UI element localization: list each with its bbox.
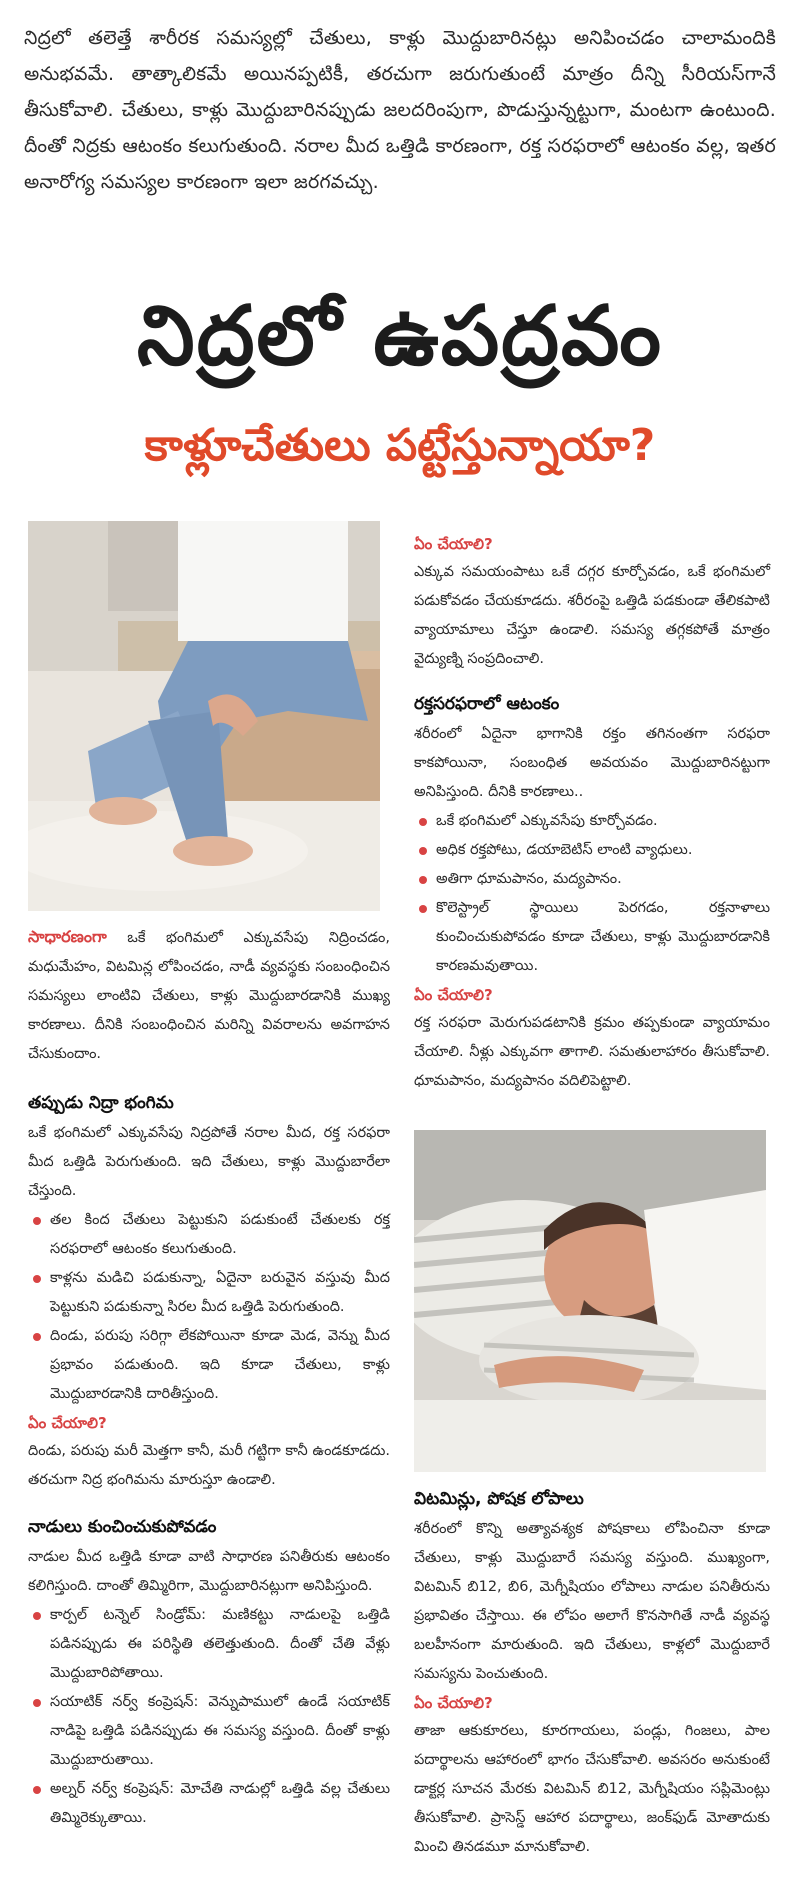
bullet-dot-icon xyxy=(33,1612,41,1620)
list-item xyxy=(414,836,770,865)
lead-text: ఒకే భంగిమలో ఎక్కువసేపు నిద్రించడం, మధుమేహం, విటమిన్ల లోపించడం, నాడీ వ్యవస్థకు సంబంధించిన సమస్యలు లాంటివి చేతులు, కాళ్లు మొద్దుబారడానికి ముఖ్య కారణాలు. దీనికి సంబంధించిన మరిన్ని వివరాలను అవగాహన చేసుకుందాం. xyxy=(28,930,390,1062)
bullet-dot-icon xyxy=(33,1333,41,1341)
list-item xyxy=(414,894,770,981)
list-item xyxy=(28,1688,390,1775)
list-item xyxy=(414,865,770,894)
list-item-text: దిండు, పరుపు సరిగ్గా లేకపోయినా కూడా మెడ, వెన్ను మీద ప్రభావం పడుతుంది. ఇది కూడా చేతులు, కాళ్లు మొద్దుబారడానికి దారితీస్తుంది. xyxy=(50,1328,390,1402)
section-text-blood-supply: శరీరంలో ఏదైనా భాగానికి రక్తం తగినంతగా సరఫరా కాకపోయినా, సంబంధిత అవయవం మొద్దుబారినట్టుగా అనిపిస్తుంది. దీనికి కారణాలు.. xyxy=(414,726,770,800)
bullet-dot-icon xyxy=(419,905,427,913)
list-item-text: అతిగా ధూమపానం, మద్యపానం. xyxy=(436,871,622,887)
list-item-text: అల్నర్ నర్వ్ కంప్రెషన్: మోచేతి నాడుల్లో ఒత్తిడి వల్ల చేతులు తిమ్మిరెక్కుతాయి. xyxy=(50,1781,390,1826)
list-item-text: ఒకే భంగిమలో ఎక్కువసేపు కూర్చోవడం. xyxy=(436,813,658,829)
section-text-vitamins: శరీరంలో కొన్ని అత్యావశ్యక పోషకాలు లోపించినా కూడా చేతులు, కాళ్లు మొద్దుబారే సమస్య వస్తుంది. ముఖ్యంగా, విటమిన్ బి12, బి6, మెగ్నీషియం లోపాలు నాడుల పనితీరును ప్రభావితం చేస్తాయి. ఈ లోపం అలాగే కొనసాగితే నాడీ వ్యవస్థ బలహీనంగా మారుతుంది. ఇది చేతులు, కాళ్లలో మొద్దుబారే సమస్యను పెంచుతుంది. xyxy=(414,1521,770,1682)
list-item-text: కొలెస్ట్రాల్ స్థాయిలు పెరగడం, రక్తనాళాలు కుంచించుకుపోవడం కూడా చేతులు, కాళ్లు మొద్దుబారడానికి కారణమవుతాయి. xyxy=(436,900,770,974)
bullet-dot-icon xyxy=(33,1786,41,1794)
list-item xyxy=(414,807,770,836)
what-to-do-label: ఏం చేయాలి? xyxy=(414,986,493,1004)
what-to-do-label: ఏం చేయాలి? xyxy=(414,1694,493,1712)
bullet-list-nerve-compression xyxy=(28,1601,390,1833)
bullet-list-blood-supply xyxy=(414,807,770,981)
what-to-do-label: ఏం చేయాలి? xyxy=(414,535,493,553)
list-item xyxy=(28,1775,390,1833)
list-item xyxy=(28,1322,390,1409)
section-text-nerve-compression: నాడుల మీద ఒత్తిడి కూడా వాటి సాధారణ పనితీరుకు ఆటంకం కలిగిస్తుంది. దాంతో తిమ్మిరిగా, మొద్దుబారినట్లుగా అనిపిస్తుంది. xyxy=(28,1549,390,1594)
section-title-nerve-compression: నాడులు కుంచించుకుపోవడం xyxy=(28,1517,217,1537)
subheadline: కాళ్లూచేతులు పట్టేస్తున్నాయా? xyxy=(144,420,656,471)
headline: నిద్రలో ఉపద్రవం xyxy=(137,289,663,384)
list-item-text: సయాటిక్ నర్వ్ కంప్రెషన్: వెన్నుపాములో ఉండే సయాటిక్ నాడిపై ఒత్తిడి పడినప్పుడు ఈ సమస్య వస్తుంది. దీంతో కాళ్లు మొద్దుబారుతాయి. xyxy=(50,1694,390,1768)
list-item-text: అధిక రక్తపోటు, డయాబెటిస్ లాంటి వ్యాధులు. xyxy=(436,842,693,858)
lead-paragraph xyxy=(28,922,390,1069)
list-item-text: కార్పల్ టన్నెల్ సిండ్రోమ్: మణికట్టు నాడులపై ఒత్తిడి పడినప్పుడు ఈ పరిస్థితి తలెత్తుతుంది. దీంతో చేతి వేళ్లు మొద్దుబారిపోతాయి. xyxy=(50,1607,390,1681)
what-to-do-text: రక్త సరఫరా మెరుగుపడటానికి క్రమం తప్పకుండా వ్యాయామం చేయాలి. నీళ్లు ఎక్కువగా తాగాలి. సమతులాహారం తీసుకోవాలి. ధూమపానం, మద్యపానం వదిలిపెట్టాలి. xyxy=(414,1015,770,1089)
what-to-do-text: దిండు, పరుపు మరీ మెత్తగా కానీ, మరీ గట్టిగా కానీ ఉండకూడదు. తరచుగా నిద్ర భంగిమను మారుస్తూ ఉండాలి. xyxy=(28,1443,390,1488)
what-to-do-label: ఏం చేయాలి? xyxy=(28,1414,107,1432)
what-to-do-text: ఎక్కువ సమయంపాటు ఒకే దగ్గర కూర్చోవడం, ఒకే భంగిమలో పడుకోవడం చేయకూడదు. శరీరంపై ఒత్తిడి పడకుండా తేలికపాటి వ్యాయామాలు చేస్తూ ఉండాలి. సమస్య తగ్గకపోతే మాత్రం వైద్యుణ్ని సంప్రదించాలి. xyxy=(414,564,770,667)
section-title-vitamins: విటమిన్లు, పోషక లోపాలు xyxy=(414,1489,584,1509)
list-item xyxy=(28,1601,390,1688)
section-text-wrong-posture: ఒకే భంగిమలో ఎక్కువసేపు నిద్రపోతే నరాల మీద, రక్త సరఫరా మీద ఒత్తిడి పెరుగుతుంది. ఇది చేతులు, కాళ్లు మొద్దుబారేలా చేస్తుంది. xyxy=(28,1125,390,1199)
photo-sitting-person xyxy=(28,521,380,911)
bullet-dot-icon xyxy=(33,1699,41,1707)
bullet-dot-icon xyxy=(419,818,427,826)
list-item-text: కాళ్లను మడిచి పడుకున్నా, ఏదైనా బరువైన వస్తువు మీద పెట్టుకుని పడుకున్నా సిరల మీద ఒత్తిడి పెరుగుతుంది. xyxy=(50,1270,390,1315)
right-column-top xyxy=(414,530,770,1096)
bullet-dot-icon xyxy=(33,1275,41,1283)
list-item xyxy=(28,1264,390,1322)
list-item-text: తల కింద చేతులు పెట్టుకుని పడుకుంటే చేతులకు రక్త సరఫరాలో ఆటంకం కలుగుతుంది. xyxy=(50,1212,390,1257)
bullet-list-wrong-posture xyxy=(28,1206,390,1409)
bullet-dot-icon xyxy=(419,876,427,884)
right-column-bottom xyxy=(414,1483,770,1862)
lead-word: సాధారణంగా xyxy=(28,927,107,946)
left-column xyxy=(28,922,390,1833)
section-title-blood-supply: రక్తసరఫరాలో ఆటంకం xyxy=(414,694,560,714)
list-item xyxy=(28,1206,390,1264)
bullet-dot-icon xyxy=(33,1217,41,1225)
section-title-wrong-posture: తప్పుడు నిద్రా భంగిమ xyxy=(28,1093,174,1113)
photo-sleeping-man xyxy=(414,1130,766,1472)
intro-paragraph: నిద్రలో తలెత్తే శారీరక సమస్యల్లో చేతులు, కాళ్లు మొద్దుబారినట్లు అనిపించడం చాలామందికి అనుభవమే. తాత్కాలికమే అయినప్పటికీ, తరచుగా జరుగుతుంటే మాత్రం దీన్ని సీరియస్‌గానే తీసుకోవాలి. చేతులు, కాళ్లు మొద్దుబారినప్పుడు జలదరింపుగా, పొడుస్తున్నట్టుగా, మంటగా ఉంటుంది. దీంతో నిద్రకు ఆటంకం కలుగుతుంది. నరాల మీద ఒత్తిడి కారణంగా, రక్త సరఫరాలో ఆటంకం వల్ల, ఇతర అనారోగ్య సమస్యల కారణంగా ఇలా జరగవచ్చు. xyxy=(24,27,776,193)
what-to-do-text: తాజా ఆకుకూరలు, కూరగాయలు, పండ్లు, గింజలు, పాల పదార్థాలను ఆహారంలో భాగం చేసుకోవాలి. అవసరం అనుకుంటే డాక్టర్ల సూచన మేరకు విటమిన్ బి12, మెగ్నీషియం సప్లిమెంట్లు తీసుకోవాలి. ప్రాసెస్డ్ ఆహార పదార్థాలు, జంక్‌ఫుడ్ మోతాదుకు మించి తినడమూ మానుకోవాలి. xyxy=(414,1723,770,1855)
bullet-dot-icon xyxy=(419,847,427,855)
